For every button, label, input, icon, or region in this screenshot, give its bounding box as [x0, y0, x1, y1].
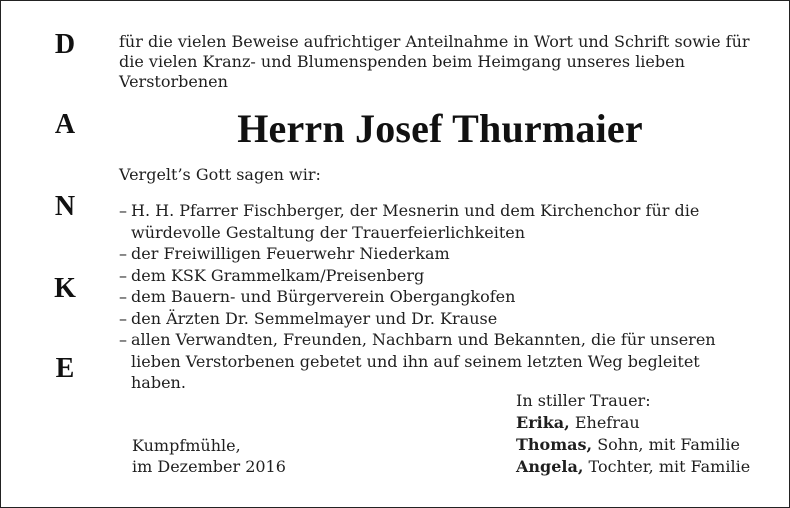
place-name: Kumpfmühle, — [132, 436, 241, 455]
list-dash: – — [119, 201, 127, 220]
mourner-line — [516, 456, 750, 478]
list-item — [119, 308, 759, 330]
danke-letter-a: A — [54, 109, 76, 140]
list-item-text: der Freiwilligen Feuerwehr Niederkam — [131, 244, 450, 263]
list-dash: – — [119, 330, 127, 349]
mourner-relation: Sohn, mit Familie — [597, 435, 740, 454]
list-item-text: allen Verwandten, Freunden, Nachbarn und Bekannten, die für unseren lieben Verstorbenen gebetet und ihn auf seinem letzten Weg begleitet haben. — [131, 330, 716, 392]
mourner-name: Thomas, — [516, 435, 593, 454]
danke-letter-d: D — [54, 29, 76, 60]
list-dash: – — [119, 287, 127, 306]
list-item-text: dem KSK Grammelkam/Preisenberg — [131, 265, 425, 285]
list-item-text: den Ärzten Dr. Semmelmayer und Dr. Krause — [131, 308, 498, 328]
mourner-relation: Ehefrau — [574, 413, 640, 432]
list-item-text: H. H. Pfarrer Fischberger, der Mesnerin und dem Kirchenchor für die würdevolle Gestaltung der Trauerfeierlichkeiten — [131, 201, 700, 242]
danke-letter-k: K — [54, 273, 76, 304]
list-dash: – — [119, 308, 127, 328]
list-item — [119, 286, 759, 308]
mourner-name: Erika, — [516, 413, 570, 432]
list-item — [119, 265, 759, 287]
list-item — [119, 329, 759, 394]
danke-vertical-word — [45, 29, 85, 389]
mourner-line — [516, 412, 750, 434]
danke-letter-e: E — [55, 353, 75, 384]
danke-letter-n: N — [54, 191, 76, 222]
thanks-list — [119, 200, 759, 394]
place-and-date — [132, 435, 286, 477]
list-item-text: dem Bauern- und Bürgerverein Obergangkofen — [131, 287, 516, 306]
date-line: im Dezember 2016 — [132, 457, 286, 476]
list-dash: – — [119, 265, 127, 285]
list-item — [119, 243, 759, 265]
intro-paragraph: für die vielen Beweise aufrichtiger Anteilnahme in Wort und Schrift sowie für die vielen Kranz- und Blumenspenden beim Heimgang unseres lieben Verstorbenen — [119, 32, 750, 91]
mourning-heading: In stiller Trauer: — [516, 391, 651, 410]
mourner-line — [516, 434, 750, 456]
mourner-name: Angela, — [516, 457, 584, 476]
deceased-name-heading: Herrn Josef Thurmaier — [237, 106, 643, 151]
mourners-block — [516, 390, 750, 478]
list-dash: – — [119, 244, 127, 263]
thanks-intro-line: Vergelt’s Gott sagen wir: — [119, 165, 321, 184]
list-item — [119, 200, 759, 243]
mourner-relation: Tochter, mit Familie — [588, 457, 751, 476]
